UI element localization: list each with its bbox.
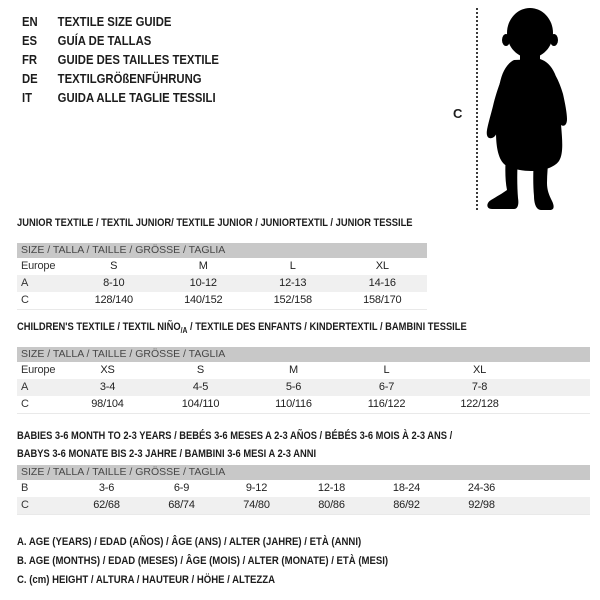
table-cell: M xyxy=(198,260,208,272)
table-row xyxy=(17,275,427,292)
table-cell: M xyxy=(289,364,298,376)
measure-legend xyxy=(17,533,444,590)
size-header-bar: SIZE / TALLA / TAILLE / GRÖSSE / TAGLIA xyxy=(17,465,590,480)
table-cell: 10-12 xyxy=(189,277,217,289)
table-cell: 24-36 xyxy=(467,482,496,494)
table-row xyxy=(17,362,590,379)
table-cell: 9-12 xyxy=(245,482,268,494)
table-cell: S xyxy=(110,260,118,272)
section-title-children: CHILDREN'S TEXTILE / TEXTIL $NIÑO_{/A}$ / TEXTILE DES ENFANTS / KINDERTEXTIL / BAMBINI TESSILE xyxy=(17,321,467,336)
junior-size-table xyxy=(17,243,427,310)
language-code: DE xyxy=(22,71,38,86)
table-cell: 14-16 xyxy=(368,277,396,289)
table-cell: 68/74 xyxy=(168,499,195,511)
legend-line-c: C. (cm) HEIGHT / ALTURA / HAUTEUR / HÖHE / ALTEZZA xyxy=(17,574,276,586)
height-measure-label: C xyxy=(453,106,463,121)
table-cell: 122/128 xyxy=(460,398,499,410)
guide-title: TEXTILE SIZE GUIDE xyxy=(57,14,172,29)
table-cell: 6-7 xyxy=(378,381,395,393)
legend-line-a: A. AGE (YEARS) / EDAD (AÑOS) / ÂGE (ANS) / ALTER (JAHRE) / ETÀ (ANNI) xyxy=(17,536,362,548)
row-label: Europe xyxy=(21,260,56,272)
row-label: A xyxy=(21,277,29,289)
table-cell: 86/92 xyxy=(393,499,420,511)
table-row xyxy=(17,258,427,275)
language-line xyxy=(22,31,151,50)
table-cell: 80/86 xyxy=(318,499,345,511)
language-code: FR xyxy=(22,52,38,67)
table-cell: 62/68 xyxy=(93,499,120,511)
height-dotted-line xyxy=(476,8,478,210)
table-cell: L xyxy=(383,364,390,376)
table-cell: 158/170 xyxy=(363,294,402,306)
table-cell: 3-4 xyxy=(99,381,116,393)
row-label: B xyxy=(21,482,29,494)
table-cell: 116/122 xyxy=(367,398,406,410)
table-cell: 3-6 xyxy=(98,482,115,494)
table-cell: 18-24 xyxy=(392,482,421,494)
table-cell: 7-8 xyxy=(471,381,488,393)
table-cell: XS xyxy=(100,364,115,376)
table-cell: 104/110 xyxy=(181,398,220,410)
table-row xyxy=(17,396,590,413)
size-header-bar: SIZE / TALLA / TAILLE / GRÖSSE / TAGLIA xyxy=(17,347,590,362)
table-cell: 6-9 xyxy=(173,482,190,494)
table-cell: XL xyxy=(472,364,487,376)
table-cell: 110/116 xyxy=(275,398,312,410)
children-size-table xyxy=(17,347,590,414)
table-cell: 128/140 xyxy=(94,294,133,306)
table-cell: 5-6 xyxy=(285,381,302,393)
row-label: C xyxy=(21,398,29,410)
toddler-silhouette-icon xyxy=(484,6,580,214)
table-row xyxy=(17,480,590,497)
table-row xyxy=(17,292,427,309)
guide-title: GUÍA DE TALLAS xyxy=(57,33,152,48)
table-row xyxy=(17,497,590,514)
table-cell: 12-13 xyxy=(279,277,307,289)
title-subscript: /A xyxy=(180,326,188,336)
table-cell: XL xyxy=(375,260,389,272)
language-code: ES xyxy=(22,33,38,48)
table-cell: 4-5 xyxy=(192,381,209,393)
row-label: C xyxy=(21,499,29,511)
table-cell: 98/104 xyxy=(91,398,124,410)
table-cell: 152/158 xyxy=(273,294,312,306)
guide-title: GUIDE DES TAILLES TEXTILE xyxy=(57,52,219,67)
guide-title: GUIDA ALLE TAGLIE TESSILI xyxy=(57,90,216,105)
row-label: C xyxy=(21,294,29,306)
language-line xyxy=(22,50,219,69)
table-cell: L xyxy=(289,260,296,272)
table-row xyxy=(17,379,590,396)
babies-size-table xyxy=(17,465,590,515)
section-title-babies: BABIES 3-6 MONTH TO 2-3 YEARS / BEBÉS 3-6 MESES A 2-3 AÑOS / BÉBÉS 3-6 MOIS À 2-3 ANS / BABYS 3-6 MONATE BIS 2-3 JAHRE / BAMBINI 3-6 MESI A 2-3 ANNI xyxy=(17,430,453,460)
table-cell: 8-10 xyxy=(103,277,125,289)
guide-title: TEXTILGRÖßENFÜHRUNG xyxy=(57,71,202,86)
row-label: Europe xyxy=(21,364,56,376)
language-line xyxy=(22,88,216,107)
table-cell: 74/80 xyxy=(243,499,270,511)
language-code: IT xyxy=(22,90,33,105)
language-line xyxy=(22,12,171,31)
table-cell: 92/98 xyxy=(468,499,495,511)
section-title-junior: JUNIOR TEXTILE / TEXTIL JUNIOR/ TEXTILE JUNIOR / JUNIORTEXTIL / JUNIOR TESSILE xyxy=(17,217,413,229)
table-cell: 12-18 xyxy=(317,482,346,494)
row-label: A xyxy=(21,381,29,393)
legend-line-b: B. AGE (MONTHS) / EDAD (MESES) / ÂGE (MOIS) / ALTER (MONATE) / ETÀ (MESI) xyxy=(17,555,389,567)
size-header-bar: SIZE / TALLA / TAILLE / GRÖSSE / TAGLIA xyxy=(17,243,427,258)
language-header xyxy=(22,12,248,107)
table-cell: 140/152 xyxy=(184,294,223,306)
language-code: EN xyxy=(22,14,38,29)
language-line xyxy=(22,69,202,88)
table-cell: S xyxy=(196,364,205,376)
